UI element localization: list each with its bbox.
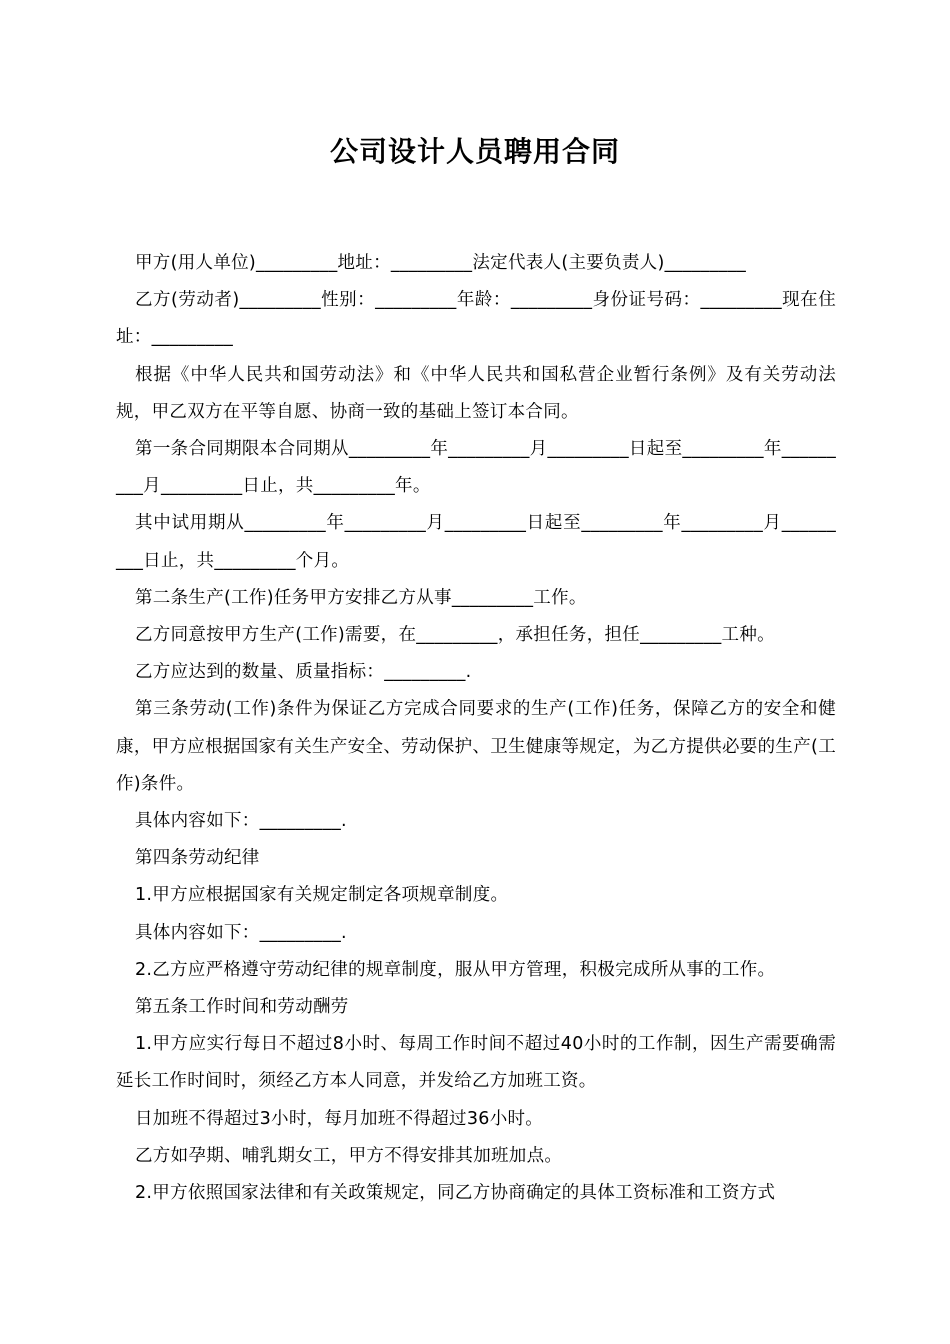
article-2-task: 第二条生产(工作)任务甲方安排乙方从事_________工作。 — [135, 587, 587, 608]
article-5-heading: 第五条工作时间和劳动酬劳 — [135, 997, 349, 1018]
document-title: 公司设计人员聘用合同 — [329, 135, 620, 168]
task-assignment: 乙方同意按甲方生产(工作)需要，在_________，承担任务，担任_________工种。 — [135, 625, 775, 646]
article-4-heading: 第四条劳动纪律 — [135, 848, 260, 869]
overtime-limit: 日加班不得超过3小时，每月加班不得超过36小时。 — [135, 1108, 544, 1129]
conditions-details: 具体内容如下：_________. — [135, 811, 347, 832]
working-hours-item-1: 1.甲方应实行每日不超过8小时、每周工作时间不超过40小时的工作制，因生产需要确需延长工作时间时，须经乙方本人同意，并发给乙方加班工资。 — [116, 1034, 836, 1092]
wage-item-2: 2.甲方依照国家法律和有关政策规定，同乙方协商确定的具体工资标准和工资方式 — [135, 1183, 776, 1204]
discipline-item-1: 1.甲方应根据国家有关规定制定各项规章制度。 — [135, 885, 509, 906]
discipline-details: 具体内容如下：_________. — [135, 922, 347, 943]
article-1-term: 第一条合同期限本合同期从_________年_________月_________日起至_________年_________月_________日止，共_________年。 — [116, 439, 836, 497]
party-b-line: 乙方(劳动者)_________性别：_________年龄：_________身份证号码：_________现在住址：_________ — [116, 290, 836, 348]
quality-indicators: 乙方应达到的数量、质量指标：_________. — [135, 662, 472, 683]
preamble-paragraph: 根据《中华人民共和国劳动法》和《中华人民共和国私营企业暂行条例》及有关劳动法规，甲乙双方在平等自愿、协商一致的基础上签订本合同。 — [116, 364, 836, 422]
discipline-item-2: 2.乙方应严格遵守劳动纪律的规章制度，服从甲方管理，积极完成所从事的工作。 — [135, 959, 776, 980]
article-3-conditions: 第三条劳动(工作)条件为保证乙方完成合同要求的生产(工作)任务，保障乙方的安全和健康，甲方应根据国家有关生产安全、劳动保护、卫生健康等规定，为乙方提供必要的生产(工作)条件。 — [116, 699, 836, 794]
pregnancy-overtime-rule: 乙方如孕期、哺乳期女工，甲方不得安排其加班加点。 — [135, 1145, 563, 1166]
document-body — [116, 245, 836, 1212]
party-a-line: 甲方(用人单位)_________地址：_________法定代表人(主要负责人)_________ — [135, 253, 747, 273]
probation-period: 其中试用期从_________年_________月_________日起至_________年_________月_________日止，共_________个月。 — [116, 513, 836, 571]
